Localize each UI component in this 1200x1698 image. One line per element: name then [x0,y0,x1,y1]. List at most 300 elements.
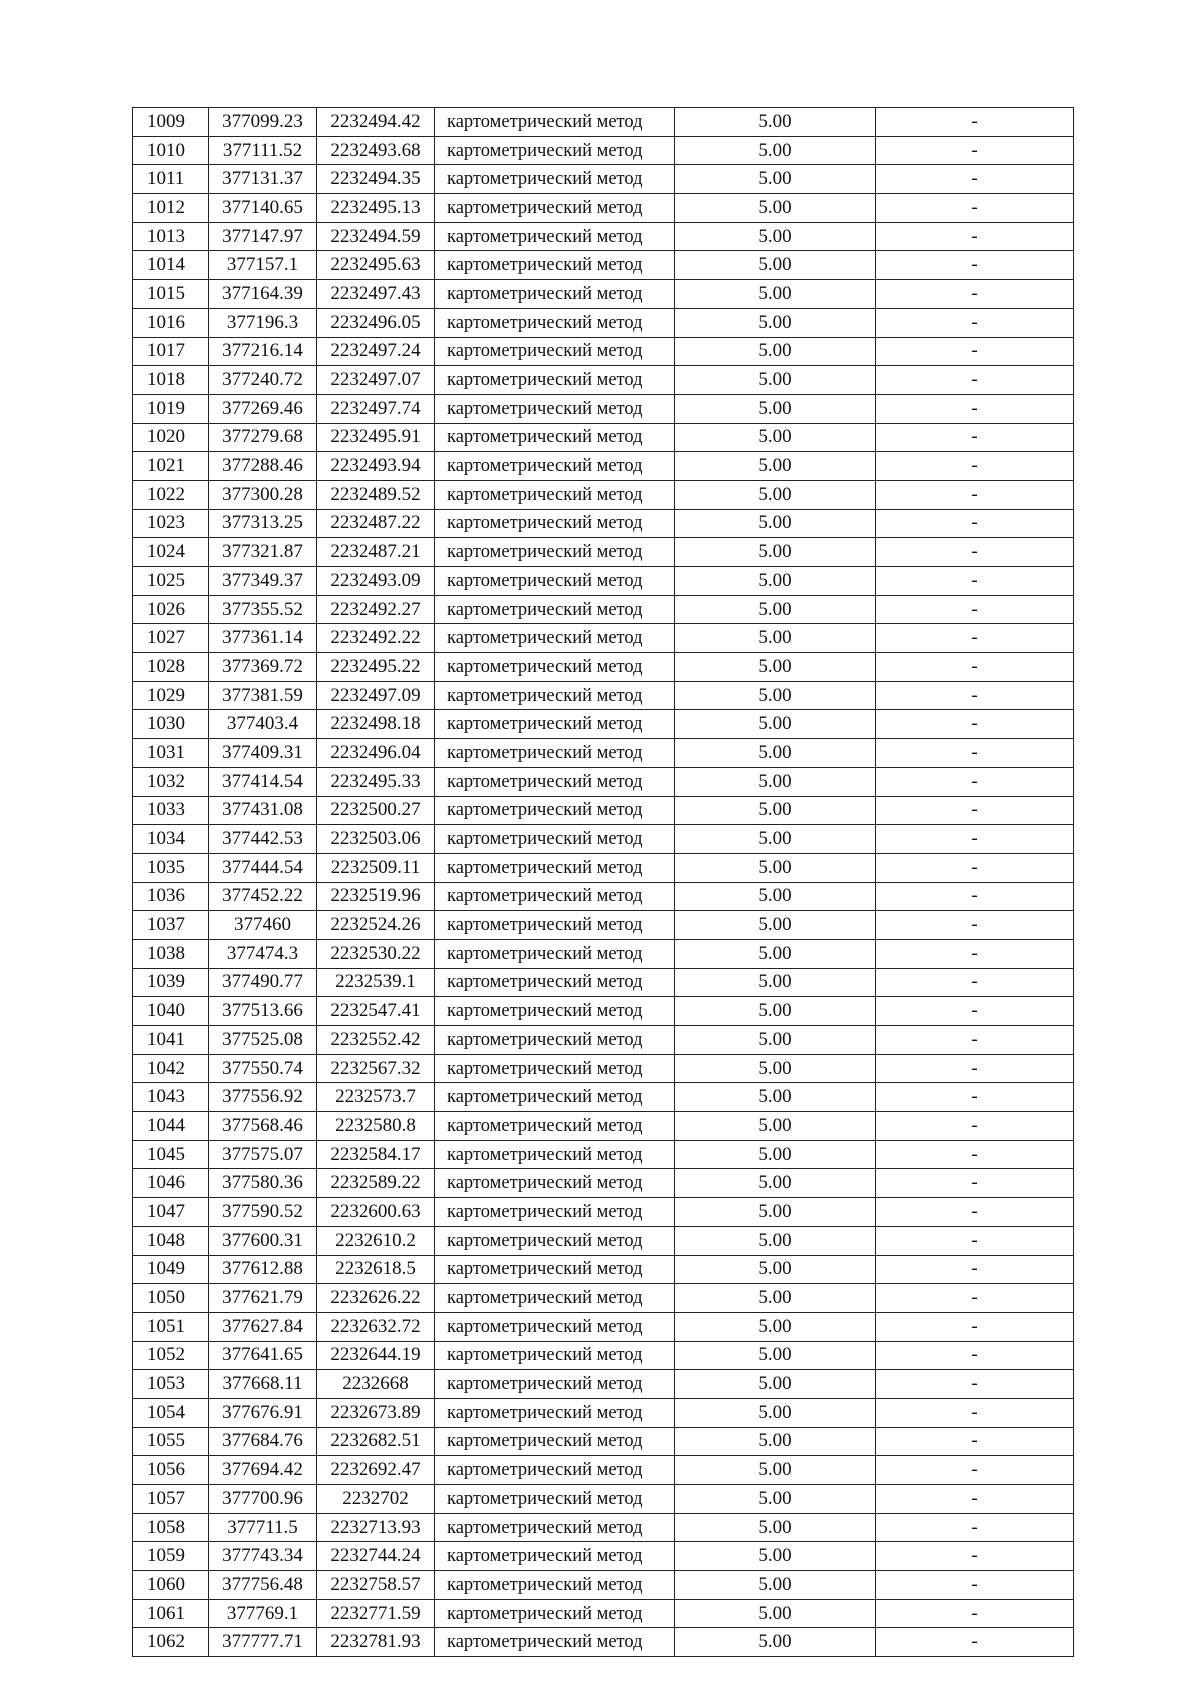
accuracy-cell: 5.00 [675,366,876,395]
y-coordinate-cell: 2232644.19 [317,1341,435,1370]
method-cell: картометрический метод [435,1571,675,1600]
x-coordinate-cell: 377099.23 [209,108,317,137]
table-row [133,1198,1074,1227]
method-cell: картометрический метод [435,1485,675,1514]
description-cell: - [876,1370,1074,1399]
table-row [133,194,1074,223]
method-cell: картометрический метод [435,1456,675,1485]
y-coordinate-cell: 2232668 [317,1370,435,1399]
y-coordinate-cell: 2232487.22 [317,509,435,538]
table-row [133,1628,1074,1657]
description-cell: - [876,1112,1074,1141]
point-number-cell: 1036 [133,882,209,911]
table-row [133,1599,1074,1628]
y-coordinate-cell: 2232495.91 [317,423,435,452]
y-coordinate-cell: 2232503.06 [317,825,435,854]
x-coordinate-cell: 377361.14 [209,624,317,653]
description-cell: - [876,1427,1074,1456]
y-coordinate-cell: 2232494.59 [317,222,435,251]
method-cell: картометрический метод [435,1083,675,1112]
point-number-cell: 1045 [133,1140,209,1169]
method-cell: картометрический метод [435,1226,675,1255]
description-cell: - [876,509,1074,538]
accuracy-cell: 5.00 [675,1513,876,1542]
table-row [133,624,1074,653]
table-row [133,1427,1074,1456]
accuracy-cell: 5.00 [675,882,876,911]
description-cell: - [876,1571,1074,1600]
point-number-cell: 1055 [133,1427,209,1456]
point-number-cell: 1013 [133,222,209,251]
accuracy-cell: 5.00 [675,423,876,452]
point-number-cell: 1040 [133,997,209,1026]
method-cell: картометрический метод [435,796,675,825]
y-coordinate-cell: 2232524.26 [317,911,435,940]
x-coordinate-cell: 377700.96 [209,1485,317,1514]
y-coordinate-cell: 2232492.22 [317,624,435,653]
point-number-cell: 1030 [133,710,209,739]
y-coordinate-cell: 2232530.22 [317,939,435,968]
x-coordinate-cell: 377694.42 [209,1456,317,1485]
description-cell: - [876,1513,1074,1542]
method-cell: картометрический метод [435,1341,675,1370]
x-coordinate-cell: 377580.36 [209,1169,317,1198]
x-coordinate-cell: 377769.1 [209,1599,317,1628]
x-coordinate-cell: 377444.54 [209,853,317,882]
accuracy-cell: 5.00 [675,1312,876,1341]
table-row [133,1112,1074,1141]
point-number-cell: 1019 [133,394,209,423]
description-cell: - [876,1198,1074,1227]
accuracy-cell: 5.00 [675,1284,876,1313]
y-coordinate-cell: 2232610.2 [317,1226,435,1255]
y-coordinate-cell: 2232498.18 [317,710,435,739]
description-cell: - [876,1026,1074,1055]
y-coordinate-cell: 2232584.17 [317,1140,435,1169]
description-cell: - [876,796,1074,825]
point-number-cell: 1012 [133,194,209,223]
table-row [133,968,1074,997]
accuracy-cell: 5.00 [675,337,876,366]
method-cell: картометрический метод [435,681,675,710]
x-coordinate-cell: 377279.68 [209,423,317,452]
x-coordinate-cell: 377164.39 [209,280,317,309]
y-coordinate-cell: 2232600.63 [317,1198,435,1227]
point-number-cell: 1024 [133,538,209,567]
description-cell: - [876,1140,1074,1169]
point-number-cell: 1017 [133,337,209,366]
accuracy-cell: 5.00 [675,1599,876,1628]
table-row [133,423,1074,452]
point-number-cell: 1054 [133,1398,209,1427]
method-cell: картометрический метод [435,567,675,596]
y-coordinate-cell: 2232495.13 [317,194,435,223]
description-cell: - [876,624,1074,653]
point-number-cell: 1011 [133,165,209,194]
accuracy-cell: 5.00 [675,624,876,653]
y-coordinate-cell: 2232618.5 [317,1255,435,1284]
table-row [133,911,1074,940]
method-cell: картометрический метод [435,538,675,567]
method-cell: картометрический метод [435,624,675,653]
method-cell: картометрический метод [435,997,675,1026]
accuracy-cell: 5.00 [675,595,876,624]
description-cell: - [876,1542,1074,1571]
x-coordinate-cell: 377381.59 [209,681,317,710]
y-coordinate-cell: 2232497.74 [317,394,435,423]
point-number-cell: 1010 [133,136,209,165]
table-row [133,452,1074,481]
coordinates-table [132,107,1074,1657]
method-cell: картометрический метод [435,509,675,538]
table-row [133,394,1074,423]
x-coordinate-cell: 377490.77 [209,968,317,997]
y-coordinate-cell: 2232580.8 [317,1112,435,1141]
point-number-cell: 1042 [133,1054,209,1083]
y-coordinate-cell: 2232573.7 [317,1083,435,1112]
method-cell: картометрический метод [435,1312,675,1341]
method-cell: картометрический метод [435,366,675,395]
accuracy-cell: 5.00 [675,939,876,968]
accuracy-cell: 5.00 [675,1427,876,1456]
description-cell: - [876,853,1074,882]
accuracy-cell: 5.00 [675,1255,876,1284]
accuracy-cell: 5.00 [675,509,876,538]
description-cell: - [876,280,1074,309]
y-coordinate-cell: 2232547.41 [317,997,435,1026]
table-row [133,165,1074,194]
point-number-cell: 1016 [133,308,209,337]
method-cell: картометрический метод [435,1198,675,1227]
x-coordinate-cell: 377157.1 [209,251,317,280]
x-coordinate-cell: 377460 [209,911,317,940]
method-cell: картометрический метод [435,480,675,509]
y-coordinate-cell: 2232494.42 [317,108,435,137]
accuracy-cell: 5.00 [675,165,876,194]
y-coordinate-cell: 2232497.24 [317,337,435,366]
y-coordinate-cell: 2232496.05 [317,308,435,337]
table-row [133,1054,1074,1083]
method-cell: картометрический метод [435,853,675,882]
method-cell: картометрический метод [435,911,675,940]
point-number-cell: 1022 [133,480,209,509]
y-coordinate-cell: 2232493.09 [317,567,435,596]
y-coordinate-cell: 2232626.22 [317,1284,435,1313]
point-number-cell: 1009 [133,108,209,137]
table-row [133,1398,1074,1427]
point-number-cell: 1037 [133,911,209,940]
point-number-cell: 1031 [133,739,209,768]
point-number-cell: 1015 [133,280,209,309]
point-number-cell: 1032 [133,767,209,796]
accuracy-cell: 5.00 [675,997,876,1026]
method-cell: картометрический метод [435,1398,675,1427]
table-row [133,308,1074,337]
description-cell: - [876,366,1074,395]
y-coordinate-cell: 2232692.47 [317,1456,435,1485]
x-coordinate-cell: 377612.88 [209,1255,317,1284]
accuracy-cell: 5.00 [675,1398,876,1427]
method-cell: картометрический метод [435,1513,675,1542]
x-coordinate-cell: 377240.72 [209,366,317,395]
x-coordinate-cell: 377756.48 [209,1571,317,1600]
description-cell: - [876,567,1074,596]
accuracy-cell: 5.00 [675,1485,876,1514]
point-number-cell: 1053 [133,1370,209,1399]
y-coordinate-cell: 2232494.35 [317,165,435,194]
x-coordinate-cell: 377513.66 [209,997,317,1026]
x-coordinate-cell: 377556.92 [209,1083,317,1112]
method-cell: картометрический метод [435,194,675,223]
point-number-cell: 1050 [133,1284,209,1313]
x-coordinate-cell: 377550.74 [209,1054,317,1083]
method-cell: картометрический метод [435,1284,675,1313]
method-cell: картометрический метод [435,423,675,452]
table-row [133,1140,1074,1169]
accuracy-cell: 5.00 [675,251,876,280]
table-row [133,480,1074,509]
description-cell: - [876,194,1074,223]
description-cell: - [876,939,1074,968]
point-number-cell: 1043 [133,1083,209,1112]
accuracy-cell: 5.00 [675,136,876,165]
description-cell: - [876,595,1074,624]
method-cell: картометрический метод [435,1112,675,1141]
point-number-cell: 1035 [133,853,209,882]
x-coordinate-cell: 377131.37 [209,165,317,194]
method-cell: картометрический метод [435,968,675,997]
description-cell: - [876,710,1074,739]
point-number-cell: 1048 [133,1226,209,1255]
y-coordinate-cell: 2232495.63 [317,251,435,280]
description-cell: - [876,480,1074,509]
method-cell: картометрический метод [435,136,675,165]
accuracy-cell: 5.00 [675,825,876,854]
method-cell: картометрический метод [435,1026,675,1055]
description-cell: - [876,739,1074,768]
method-cell: картометрический метод [435,251,675,280]
accuracy-cell: 5.00 [675,1571,876,1600]
accuracy-cell: 5.00 [675,739,876,768]
table-row [133,1255,1074,1284]
y-coordinate-cell: 2232702 [317,1485,435,1514]
x-coordinate-cell: 377668.11 [209,1370,317,1399]
point-number-cell: 1061 [133,1599,209,1628]
description-cell: - [876,452,1074,481]
point-number-cell: 1041 [133,1026,209,1055]
table-row [133,1513,1074,1542]
point-number-cell: 1021 [133,452,209,481]
accuracy-cell: 5.00 [675,968,876,997]
description-cell: - [876,882,1074,911]
point-number-cell: 1023 [133,509,209,538]
point-number-cell: 1034 [133,825,209,854]
description-cell: - [876,251,1074,280]
x-coordinate-cell: 377321.87 [209,538,317,567]
x-coordinate-cell: 377641.65 [209,1341,317,1370]
x-coordinate-cell: 377431.08 [209,796,317,825]
table-row [133,136,1074,165]
table-row [133,1026,1074,1055]
table-row [133,567,1074,596]
y-coordinate-cell: 2232493.94 [317,452,435,481]
method-cell: картометрический метод [435,882,675,911]
y-coordinate-cell: 2232496.04 [317,739,435,768]
point-number-cell: 1025 [133,567,209,596]
x-coordinate-cell: 377575.07 [209,1140,317,1169]
description-cell: - [876,538,1074,567]
y-coordinate-cell: 2232758.57 [317,1571,435,1600]
x-coordinate-cell: 377369.72 [209,653,317,682]
point-number-cell: 1049 [133,1255,209,1284]
method-cell: картометрический метод [435,1542,675,1571]
point-number-cell: 1039 [133,968,209,997]
table-row [133,939,1074,968]
description-cell: - [876,1226,1074,1255]
table-row [133,337,1074,366]
table-row [133,595,1074,624]
y-coordinate-cell: 2232589.22 [317,1169,435,1198]
description-cell: - [876,911,1074,940]
accuracy-cell: 5.00 [675,796,876,825]
method-cell: картометрический метод [435,1599,675,1628]
description-cell: - [876,1312,1074,1341]
description-cell: - [876,1628,1074,1657]
point-number-cell: 1051 [133,1312,209,1341]
description-cell: - [876,1341,1074,1370]
description-cell: - [876,337,1074,366]
table-row [133,538,1074,567]
accuracy-cell: 5.00 [675,1083,876,1112]
accuracy-cell: 5.00 [675,308,876,337]
x-coordinate-cell: 377600.31 [209,1226,317,1255]
x-coordinate-cell: 377349.37 [209,567,317,596]
accuracy-cell: 5.00 [675,853,876,882]
method-cell: картометрический метод [435,108,675,137]
point-number-cell: 1046 [133,1169,209,1198]
description-cell: - [876,968,1074,997]
accuracy-cell: 5.00 [675,1140,876,1169]
x-coordinate-cell: 377140.65 [209,194,317,223]
description-cell: - [876,1284,1074,1313]
description-cell: - [876,308,1074,337]
point-number-cell: 1038 [133,939,209,968]
table-row [133,853,1074,882]
accuracy-cell: 5.00 [675,567,876,596]
point-number-cell: 1058 [133,1513,209,1542]
x-coordinate-cell: 377409.31 [209,739,317,768]
description-cell: - [876,767,1074,796]
method-cell: картометрический метод [435,595,675,624]
description-cell: - [876,1255,1074,1284]
method-cell: картометрический метод [435,1054,675,1083]
method-cell: картометрический метод [435,1169,675,1198]
x-coordinate-cell: 377474.3 [209,939,317,968]
point-number-cell: 1062 [133,1628,209,1657]
y-coordinate-cell: 2232497.07 [317,366,435,395]
table-row [133,710,1074,739]
description-cell: - [876,681,1074,710]
accuracy-cell: 5.00 [675,1026,876,1055]
y-coordinate-cell: 2232497.09 [317,681,435,710]
accuracy-cell: 5.00 [675,1226,876,1255]
x-coordinate-cell: 377111.52 [209,136,317,165]
y-coordinate-cell: 2232487.21 [317,538,435,567]
y-coordinate-cell: 2232489.52 [317,480,435,509]
accuracy-cell: 5.00 [675,480,876,509]
accuracy-cell: 5.00 [675,194,876,223]
accuracy-cell: 5.00 [675,767,876,796]
table-row [133,1312,1074,1341]
point-number-cell: 1059 [133,1542,209,1571]
table-row [133,1226,1074,1255]
y-coordinate-cell: 2232495.22 [317,653,435,682]
accuracy-cell: 5.00 [675,1341,876,1370]
y-coordinate-cell: 2232519.96 [317,882,435,911]
x-coordinate-cell: 377590.52 [209,1198,317,1227]
accuracy-cell: 5.00 [675,1542,876,1571]
description-cell: - [876,1398,1074,1427]
method-cell: картометрический метод [435,710,675,739]
method-cell: картометрический метод [435,1255,675,1284]
x-coordinate-cell: 377777.71 [209,1628,317,1657]
accuracy-cell: 5.00 [675,1370,876,1399]
x-coordinate-cell: 377452.22 [209,882,317,911]
method-cell: картометрический метод [435,165,675,194]
accuracy-cell: 5.00 [675,222,876,251]
table-row [133,108,1074,137]
x-coordinate-cell: 377442.53 [209,825,317,854]
y-coordinate-cell: 2232539.1 [317,968,435,997]
x-coordinate-cell: 377525.08 [209,1026,317,1055]
description-cell: - [876,1599,1074,1628]
x-coordinate-cell: 377676.91 [209,1398,317,1427]
x-coordinate-cell: 377684.76 [209,1427,317,1456]
y-coordinate-cell: 2232493.68 [317,136,435,165]
y-coordinate-cell: 2232492.27 [317,595,435,624]
accuracy-cell: 5.00 [675,911,876,940]
x-coordinate-cell: 377355.52 [209,595,317,624]
x-coordinate-cell: 377300.28 [209,480,317,509]
description-cell: - [876,997,1074,1026]
table-row [133,1456,1074,1485]
description-cell: - [876,825,1074,854]
table-row [133,739,1074,768]
table-row [133,1169,1074,1198]
table-row [133,1571,1074,1600]
x-coordinate-cell: 377568.46 [209,1112,317,1141]
y-coordinate-cell: 2232673.89 [317,1398,435,1427]
y-coordinate-cell: 2232713.93 [317,1513,435,1542]
table-row [133,509,1074,538]
x-coordinate-cell: 377711.5 [209,1513,317,1542]
method-cell: картометрический метод [435,1370,675,1399]
method-cell: картометрический метод [435,308,675,337]
y-coordinate-cell: 2232495.33 [317,767,435,796]
point-number-cell: 1044 [133,1112,209,1141]
accuracy-cell: 5.00 [675,538,876,567]
point-number-cell: 1057 [133,1485,209,1514]
method-cell: картометрический метод [435,653,675,682]
x-coordinate-cell: 377216.14 [209,337,317,366]
x-coordinate-cell: 377403.4 [209,710,317,739]
point-number-cell: 1047 [133,1198,209,1227]
description-cell: - [876,653,1074,682]
table-row [133,280,1074,309]
table-row [133,1542,1074,1571]
method-cell: картометрический метод [435,1628,675,1657]
table-row [133,1370,1074,1399]
